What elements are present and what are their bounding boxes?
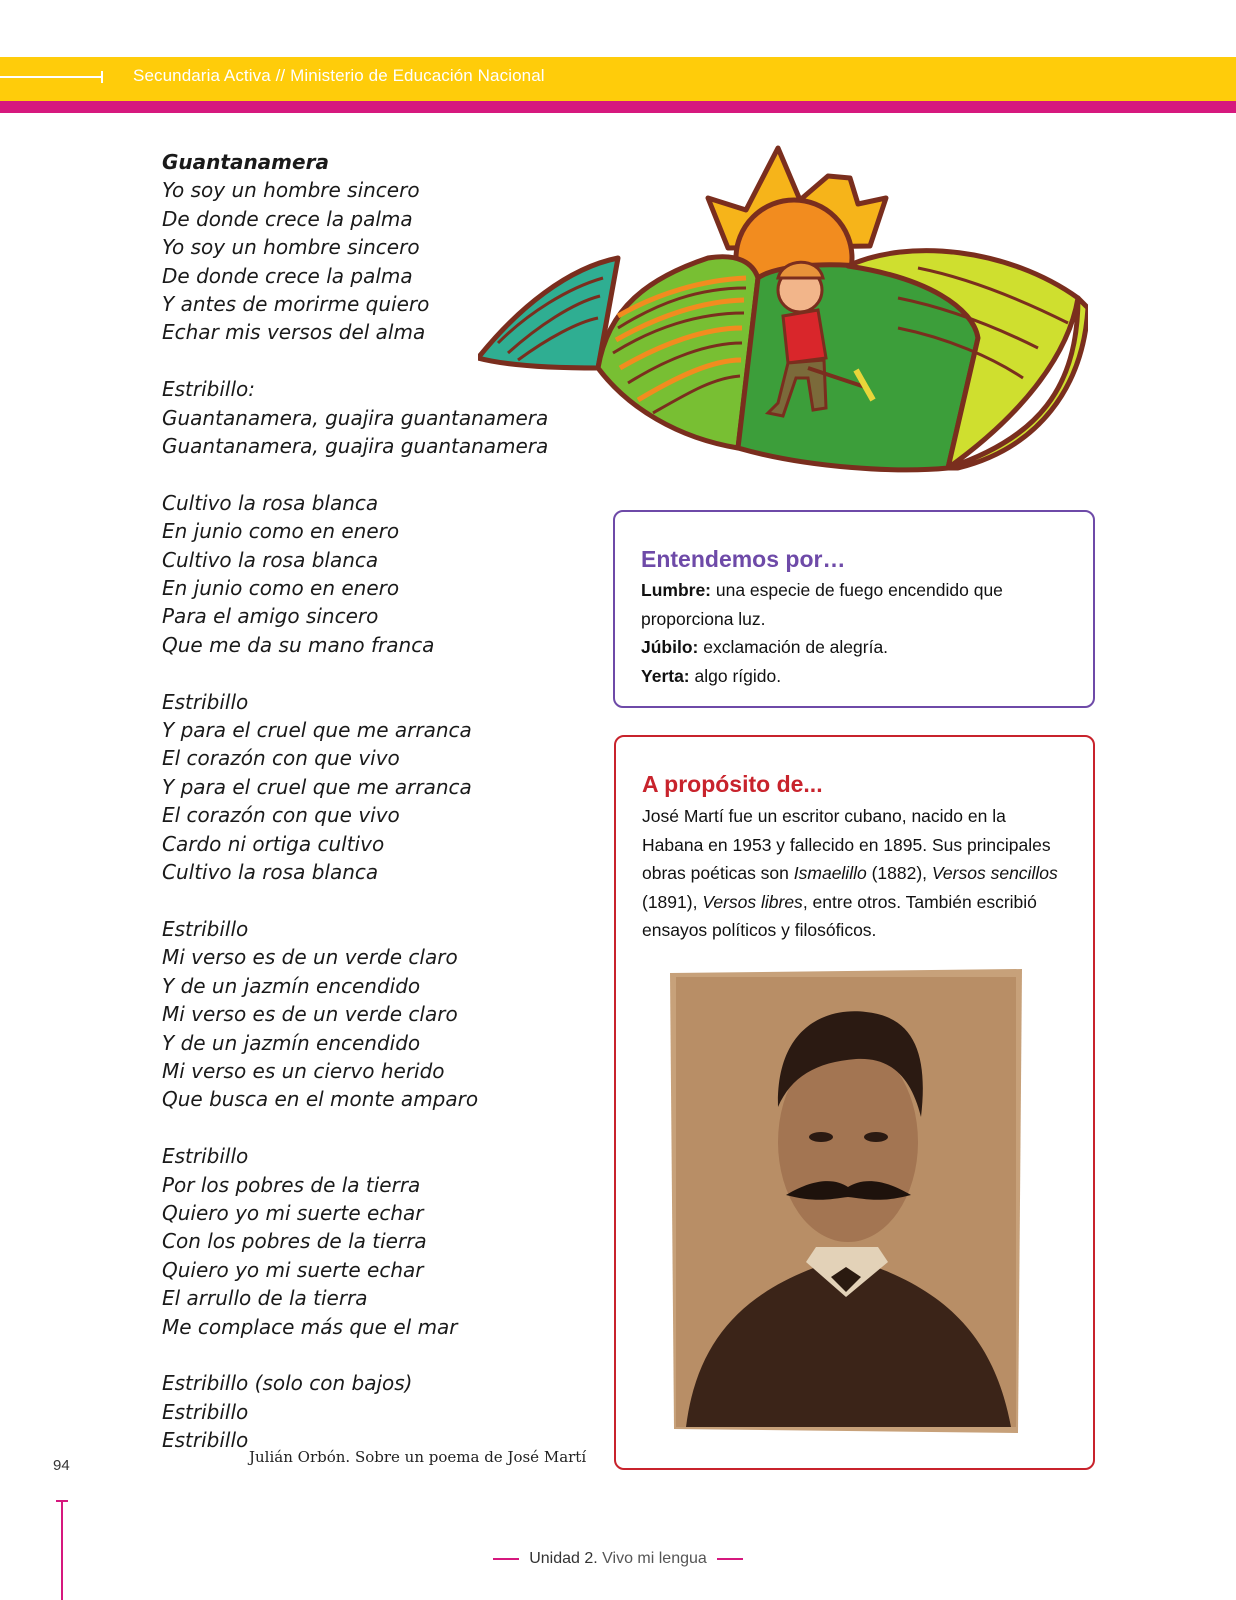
poem-line: Que me da su mano franca [162, 632, 435, 657]
poem-line: Quiero yo mi suerte echar [162, 1200, 424, 1225]
poem-title: Guantanamera [162, 150, 329, 174]
jose-marti-portrait [666, 967, 1026, 1437]
definition-item [641, 576, 1071, 633]
poem-line: Cultivo la rosa blanca [162, 547, 379, 572]
definitions-list [641, 576, 1071, 690]
page-number: 94 [53, 1457, 70, 1474]
footer-unit-title: Vivo mi lengua [597, 1550, 707, 1567]
poem-line: De donde crece la palma [162, 263, 413, 288]
header-stripe [0, 101, 1236, 113]
poem-line: El arrullo de la tierra [162, 1286, 368, 1311]
poem-line: Cultivo la rosa blanca [162, 860, 379, 885]
poem-line: Cultivo la rosa blanca [162, 490, 379, 515]
footer-rule-right [717, 1558, 743, 1560]
stanza-gap [162, 1341, 592, 1369]
poem-line: Yo soy un hombre sincero [162, 235, 420, 260]
poem-line: Me complace más que el mar [162, 1314, 458, 1339]
poem-line: Y antes de morirme quiero [162, 292, 430, 317]
poem-line: Con los pobres de la tierra [162, 1229, 427, 1254]
definition-term: Júbilo: [641, 637, 699, 657]
poem-line: Mi verso es de un verde claro [162, 1002, 458, 1027]
about-text-part: , entre otros. También escribió ensayos políticos y filosóficos. [642, 891, 1037, 940]
poem-attribution: Julián Orbón. Sobre un poema de José Martí [249, 1448, 587, 1466]
about-title: A propósito de... [642, 771, 823, 797]
poem-line: Para el amigo sincero [162, 604, 379, 629]
poem-line: Estribillo [162, 1144, 249, 1169]
stanza-gap [162, 659, 592, 687]
poem-line: Y de un jazmín encendido [162, 973, 421, 998]
definition-term: Lumbre: [641, 580, 711, 600]
poem-line: Guantanamera, guajira guantanamera [162, 405, 549, 430]
poem-line: En junio como en enero [162, 519, 400, 544]
about-text-part: (1882), [866, 863, 932, 883]
stanza-gap [162, 887, 592, 915]
about-text [642, 802, 1071, 945]
about-work-title: Versos sencillos [931, 863, 1058, 883]
poem-line: De donde crece la palma [162, 206, 413, 231]
poem-line: Y para el cruel que me arranca [162, 774, 472, 799]
poem-line: En junio como en enero [162, 576, 400, 601]
poem-line: Por los pobres de la tierra [162, 1172, 421, 1197]
footer [0, 1550, 1236, 1568]
definition-text: una especie de fuego encendido que proporciona luz. [641, 580, 1003, 629]
poem-line: Estribillo: [162, 377, 256, 402]
about-text-part: José Martí fue un escritor cubano, nacido en la Habana en 1953 y fallecido en 1895. Sus principales obras poéticas son [642, 806, 1051, 883]
poem-line: Estribillo [162, 689, 249, 714]
poem-line: Y de un jazmín encendido [162, 1030, 421, 1055]
definition-term: Yerta: [641, 665, 690, 686]
definition-text: exclamación de alegría. [698, 637, 889, 657]
definition-item [641, 633, 1071, 662]
poem-line: Echar mis versos del alma [162, 320, 426, 345]
poem-line: Guantanamera, guajira guantanamera [162, 434, 549, 459]
poem-line: Estribillo (solo con bajos) [162, 1371, 413, 1396]
definitions-box [613, 510, 1095, 708]
poem-line: Y para el cruel que me arranca [162, 718, 472, 743]
poem-line: Mi verso es un ciervo herido [162, 1058, 445, 1083]
stanza-gap [162, 1114, 592, 1142]
header-title: Secundaria Activa // Ministerio de Educación Nacional [133, 66, 545, 85]
definition-item [641, 662, 1071, 691]
poem-line: Quiero yo mi suerte echar [162, 1257, 424, 1282]
poem-line: Estribillo [162, 916, 249, 941]
poem-line: Que busca en el monte amparo [162, 1087, 479, 1112]
footer-rule-left [493, 1558, 519, 1560]
about-work-title: Versos libres [702, 891, 803, 912]
poem-line: Estribillo [162, 1399, 249, 1424]
about-text-part: (1891), [642, 891, 703, 912]
header-rule [0, 76, 103, 78]
about-work-title: Ismaelillo [793, 863, 867, 883]
poem-line: Mi verso es de un verde claro [162, 945, 458, 970]
poem-line: Cardo ni ortiga cultivo [162, 831, 385, 856]
definitions-title: Entendemos por… [641, 546, 846, 572]
header-rule-tick [101, 71, 103, 83]
poem-line: El corazón con que vivo [162, 803, 400, 828]
poem-line: Yo soy un hombre sincero [162, 178, 420, 203]
about-box [614, 735, 1095, 1470]
definition-text: algo rígido. [689, 665, 782, 686]
footer-unit: Unidad 2. [529, 1550, 598, 1567]
poem-line: Estribillo [162, 1428, 249, 1453]
landscape-illustration [478, 138, 1088, 478]
poem-line: El corazón con que vivo [162, 746, 400, 771]
